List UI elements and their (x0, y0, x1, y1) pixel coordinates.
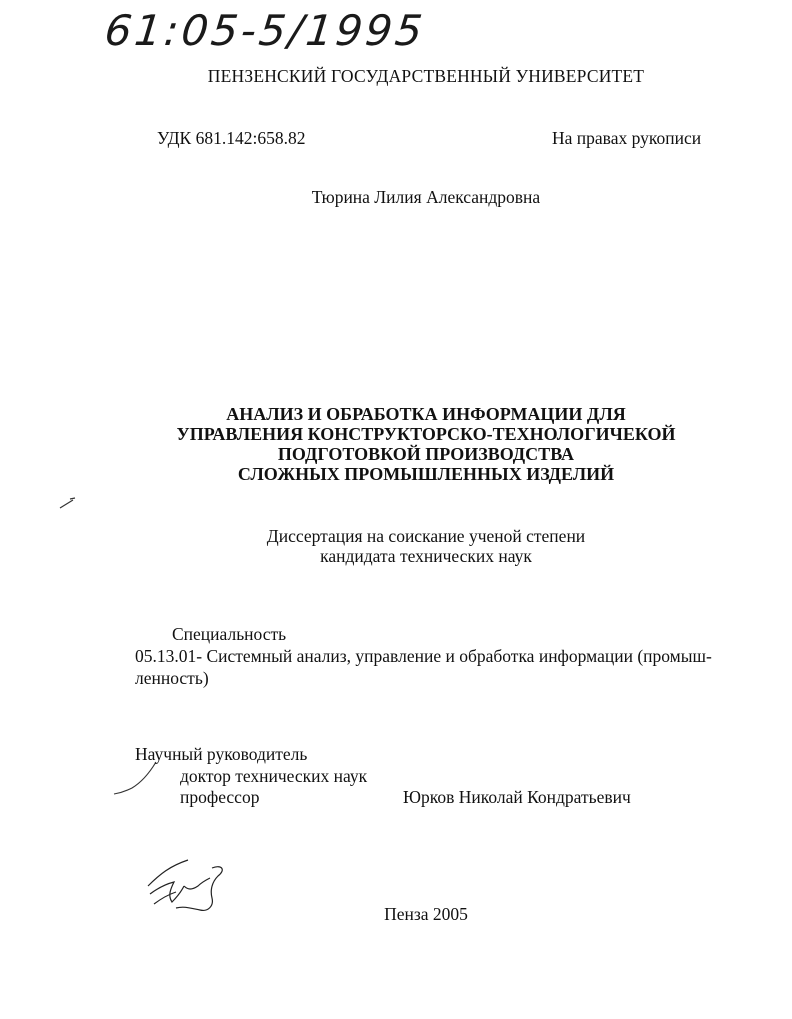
dissertation-title (0, 404, 792, 484)
specialty-line: ленность) (135, 668, 209, 688)
rights-note: На правах рукописи (552, 128, 702, 148)
degree-line: Диссертация на соискание ученой степени (266, 526, 586, 546)
university-name: ПЕНЗЕНСКИЙ ГОСУДАРСТВЕННЫЙ УНИВЕРСИТЕТ (207, 66, 645, 86)
title-line: УПРАВЛЕНИЯ КОНСТРУКТОРСКО-ТЕХНОЛОГИЧЕКОЙ (176, 424, 676, 444)
title-line: СЛОЖНЫХ ПРОМЫШЛЕННЫХ ИЗДЕЛИЙ (237, 464, 615, 484)
pen-stroke-mark (112, 760, 162, 796)
city-year: Пенза 2005 (384, 904, 468, 924)
margin-tick-mark (58, 496, 78, 510)
udk-code: УДК 681.142:658.82 (157, 128, 306, 148)
specialty-description (135, 645, 715, 689)
author-name: Тюрина Лилия Александровна (311, 187, 541, 207)
supervisor-label: Научный руководитель (135, 744, 308, 764)
title-line: АНАЛИЗ И ОБРАБОТКА ИНФОРМАЦИИ ДЛЯ (226, 404, 626, 424)
handwritten-archive-number: 61:05-5/1995 (102, 6, 428, 55)
supervisor-title: профессор (180, 787, 260, 807)
supervisor-degree: доктор технических наук (180, 766, 368, 786)
degree-line: кандидата технических наук (320, 546, 532, 566)
specialty-label: Специальность (172, 624, 287, 644)
degree-statement (0, 526, 792, 566)
specialty-line: 05.13.01- Системный анализ, управление и обработка информации (промыш- (135, 646, 712, 666)
supervisor-name: Юрков Николай Кондратьевич (403, 787, 631, 807)
title-line: ПОДГОТОВКОЙ ПРОИЗВОДСТВА (277, 444, 575, 464)
